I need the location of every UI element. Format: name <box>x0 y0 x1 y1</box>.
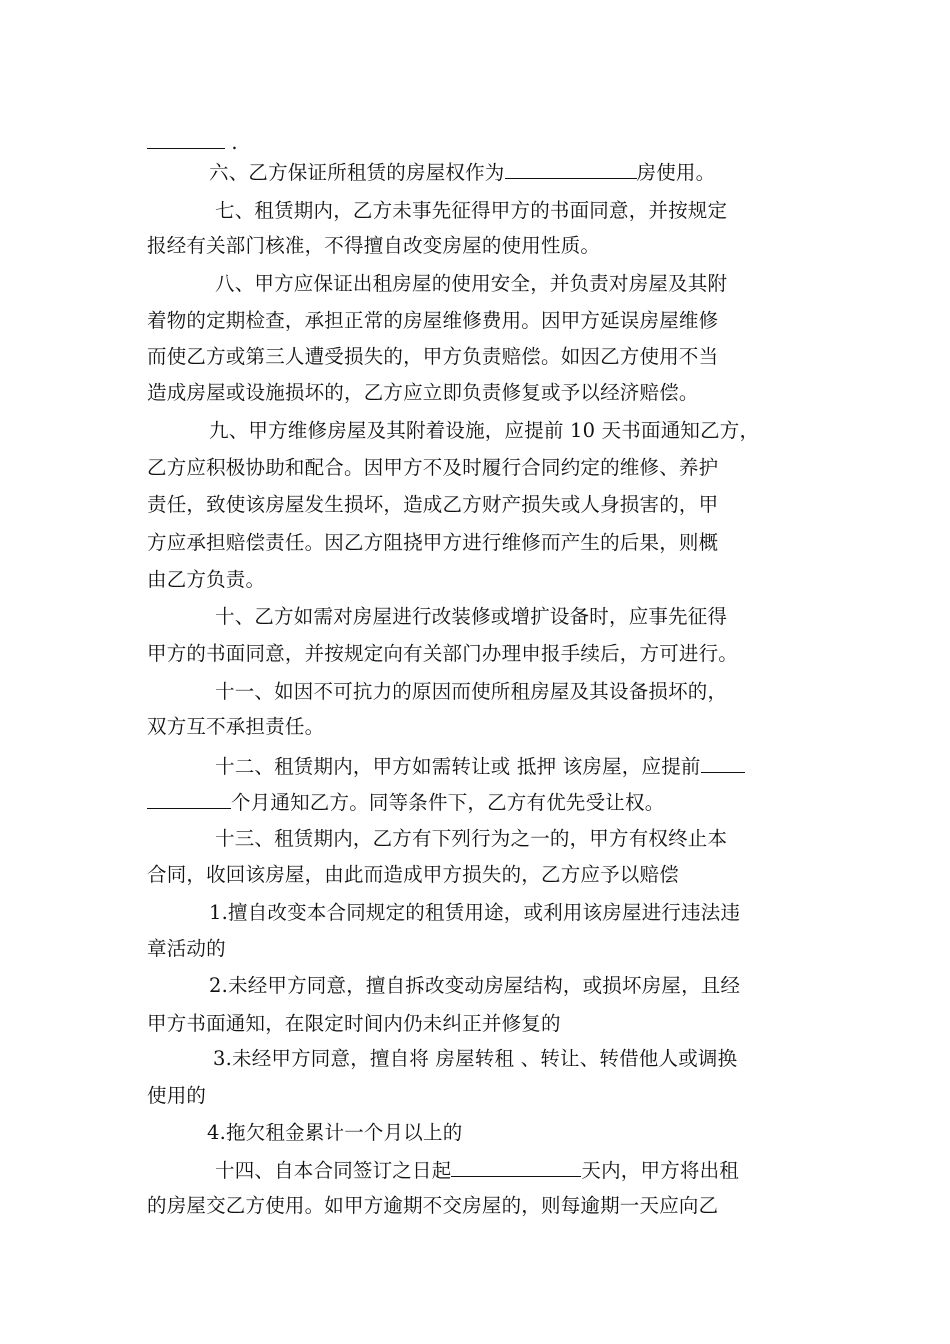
text-segment: 方应承担赔偿责任。因乙方阻挠甲方进行维修而产生的后果，则概 <box>147 531 719 554</box>
text-line <box>147 530 718 556</box>
text-segment: 合同，收回该房屋，由此而造成甲方损失的，乙方应予以赔偿 <box>147 863 679 886</box>
text-line <box>147 418 759 444</box>
text-segment: 十、乙方如需对房屋进行改装修或增扩设备时，应事先征得 <box>215 605 728 628</box>
text-line <box>147 604 727 630</box>
text-line <box>147 826 727 852</box>
text-segment: 造成房屋或设施损坏的，乙方应立即负责修复或予以经济赔偿。 <box>147 381 699 404</box>
text-line <box>147 158 715 184</box>
text-line <box>147 1156 739 1182</box>
text-segment: 甲方书面通知，在限定时间内仍未纠正并修复的 <box>147 1012 561 1035</box>
text-line <box>147 567 265 593</box>
text-segment: . <box>225 131 238 154</box>
text-line <box>147 679 727 705</box>
text-line <box>147 308 718 334</box>
text-line <box>147 714 324 740</box>
fill-in-blank[interactable] <box>505 158 637 179</box>
text-segment: 2.未经甲方同意，擅自拆改变动房屋结构，或损坏房屋，且经 <box>209 974 741 997</box>
text-segment: 乙方应积极协助和配合。因甲方不及时履行合同约定的维修、养护 <box>147 456 719 479</box>
text-segment: 十三、租赁期内，乙方有下列行为之一的，甲方有权终止本 <box>215 827 728 850</box>
text-line <box>147 900 740 926</box>
text-segment: 使用的 <box>147 1084 207 1107</box>
text-line <box>147 1083 206 1109</box>
text-line <box>147 1120 462 1146</box>
fill-in-blank[interactable] <box>147 788 231 809</box>
text-line <box>147 455 718 481</box>
text-segment: 七、租赁期内，乙方未事先征得甲方的书面同意，并按规定 <box>215 199 728 222</box>
text-segment: 甲方的书面同意，并按规定向有关部门办理申报手续后，方可进行。 <box>147 642 739 665</box>
text-segment: 的房屋交乙方使用。如甲方逾期不交房屋的，则每逾期一天应向乙 <box>147 1194 719 1217</box>
text-segment: 八、甲方应保证出租房屋的使用安全，并负责对房屋及其附 <box>215 272 728 295</box>
text-segment: 房使用。 <box>636 161 716 184</box>
text-segment: 由乙方负责。 <box>147 568 266 591</box>
text-line <box>147 380 699 406</box>
text-line <box>147 973 740 999</box>
text-line <box>147 641 738 667</box>
text-line <box>147 233 600 259</box>
text-segment: 个月通知乙方。同等条件下，乙方有优先受让权。 <box>231 791 665 814</box>
text-line <box>147 1193 718 1219</box>
text-line <box>147 1011 561 1037</box>
text-segment: 1.擅自改变本合同规定的租赁用途，或利用该房屋进行违法违 <box>209 901 741 924</box>
text-line <box>147 198 727 224</box>
text-line <box>147 788 664 814</box>
fill-in-blank[interactable] <box>147 128 225 149</box>
text-line <box>147 128 238 154</box>
text-segment: 九、甲方维修房屋及其附着设施，应提前 10 天书面通知乙方， <box>209 419 760 442</box>
text-segment: 报经有关部门核准，不得擅自改变房屋的使用性质。 <box>147 234 601 257</box>
fill-in-blank[interactable] <box>701 752 745 773</box>
text-line <box>147 862 679 888</box>
text-line <box>147 344 718 370</box>
text-line <box>147 271 727 297</box>
text-segment: 而使乙方或第三人遭受损失的，甲方负责赔偿。如因乙方使用不当 <box>147 345 719 368</box>
text-line <box>147 492 718 518</box>
text-segment: 着物的定期检查，承担正常的房屋维修费用。因甲方延误房屋维修 <box>147 309 719 332</box>
text-segment: 章活动的 <box>147 937 226 960</box>
text-segment: 十四、自本合同签订之日起 <box>215 1159 452 1182</box>
text-segment: 天内，甲方将出租 <box>581 1159 740 1182</box>
text-segment: 责任，致使该房屋发生损坏，造成乙方财产损失或人身损害的，甲 <box>147 493 719 516</box>
text-line <box>147 1046 737 1072</box>
text-segment: 十一、如因不可抗力的原因而使所租房屋及其设备损坏的， <box>215 680 728 703</box>
text-line <box>147 752 745 778</box>
text-segment: 4.拖欠租金累计一个月以上的 <box>207 1121 463 1144</box>
text-segment: 3.未经甲方同意，擅自将 房屋转租 、转让、转借他人或调换 <box>213 1047 738 1070</box>
text-segment: 双方互不承担责任。 <box>147 715 325 738</box>
text-segment: 六、乙方保证所租赁的房屋权作为 <box>209 161 505 184</box>
text-line <box>147 936 226 962</box>
text-segment: 十二、租赁期内，甲方如需转让或 抵押 该房屋，应提前 <box>215 755 701 778</box>
fill-in-blank[interactable] <box>451 1156 581 1177</box>
